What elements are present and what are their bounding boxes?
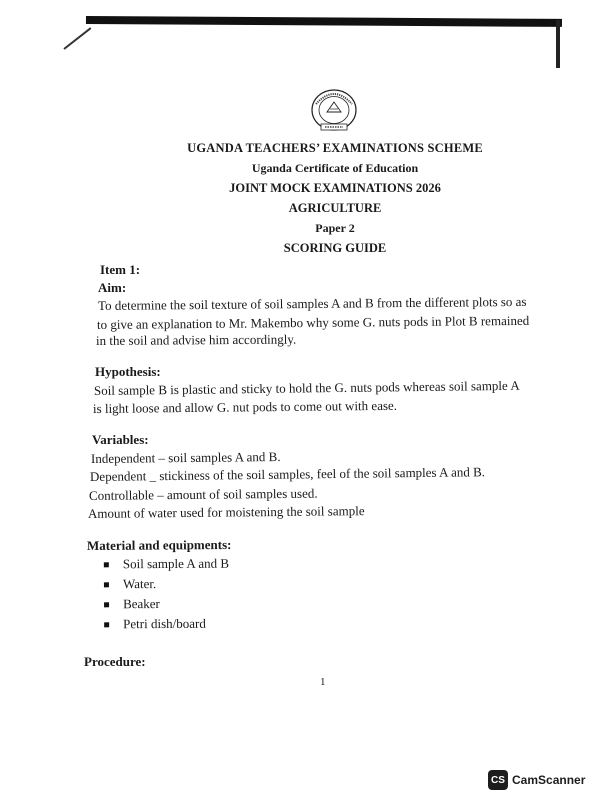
scheme-title: UGANDA TEACHERS’ EXAMINATIONS SCHEME [187, 141, 483, 155]
camscanner-icon: CS [488, 770, 508, 790]
materials-list [104, 554, 230, 635]
hypothesis-line: Soil sample B is plastic and sticky to hold the G. nuts pods whereas soil sample A [93, 377, 520, 398]
list-item: Soil sample A and B [104, 554, 229, 575]
hypothesis-heading: Hypothesis: [95, 364, 161, 379]
materials-heading: Material and equipments: [86, 536, 232, 553]
procedure-heading: Procedure: [84, 654, 146, 669]
variable-controllable: Controllable – amount of soil samples used. [88, 485, 318, 503]
bullet-icon [104, 562, 109, 567]
exam-title: JOINT MOCK EXAMINATIONS 2026 [229, 181, 441, 195]
aim-heading: Aim: [98, 280, 127, 295]
hypothesis-line: is light loose and allow G. nut pods to come out with ease. [92, 397, 398, 416]
subject-title: AGRICULTURE [288, 201, 382, 215]
page-number: 1 [320, 676, 326, 688]
camscanner-label: CamScanner [512, 773, 586, 787]
variables-heading: Variables: [92, 432, 149, 447]
variable-independent: Independent – soil samples A and B. [90, 449, 281, 466]
bullet-icon [104, 582, 109, 587]
document-type: SCORING GUIDE [283, 241, 387, 255]
list-item: Water. [104, 574, 229, 595]
list-item: Beaker [104, 594, 229, 615]
aim-line: to give an explanation to Mr. Makembo why some G. nuts pods in Plot B remained [96, 312, 530, 332]
aim-line: in the soil and advise him accordingly. [95, 331, 297, 348]
camscanner-watermark [488, 770, 585, 790]
list-item: Petri dish/board [104, 614, 229, 635]
bullet-icon [104, 602, 109, 607]
variable-water: Amount of water used for moistening the soil sample [87, 503, 365, 521]
paper-number: Paper 2 [315, 221, 355, 235]
certificate-title: Uganda Certificate of Education [251, 161, 419, 175]
aim-line: To determine the soil texture of soil samples A and B from the different plots so as [97, 293, 527, 313]
item-title: Item 1: [100, 262, 141, 277]
variable-dependent: Dependent _ stickiness of the soil samples, feel of the soil samples A and B. [89, 464, 486, 484]
bullet-icon [104, 622, 109, 627]
